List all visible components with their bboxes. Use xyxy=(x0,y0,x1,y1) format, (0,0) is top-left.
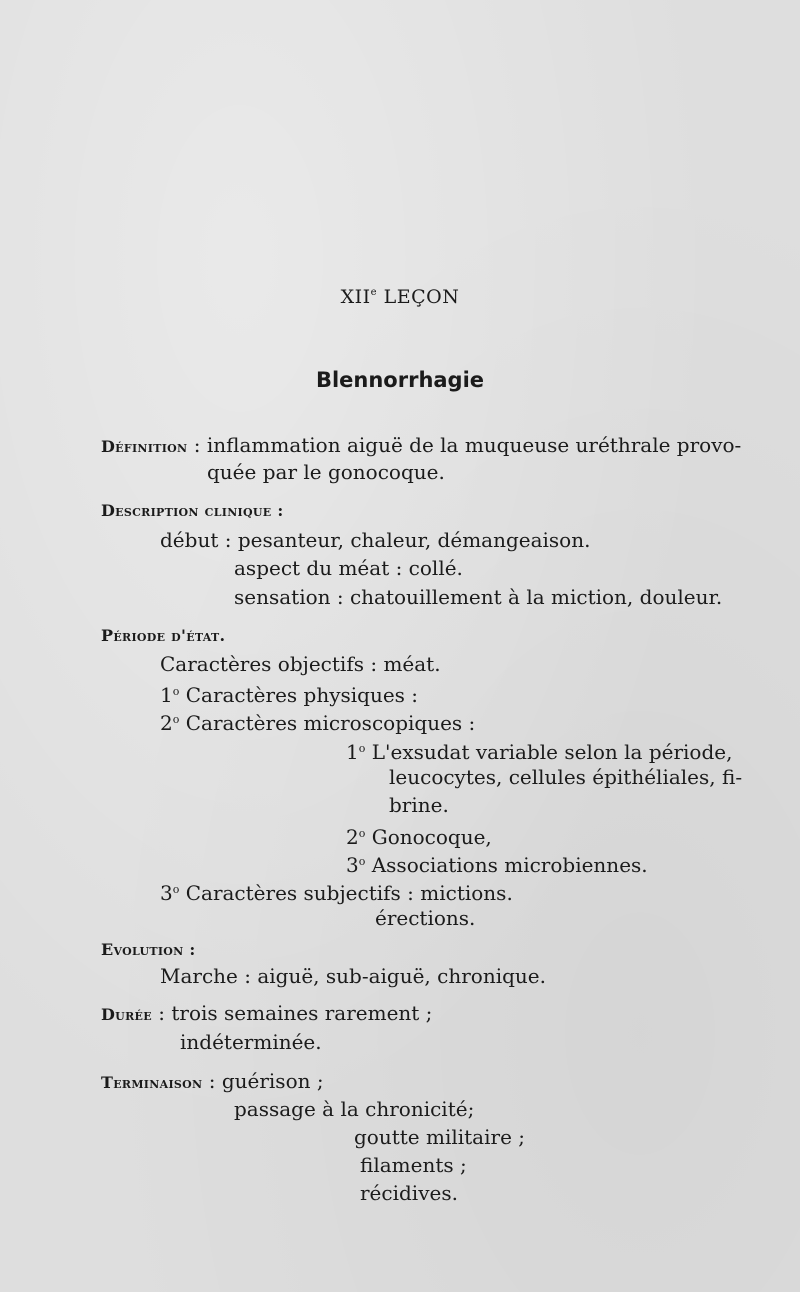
definition-line-1 xyxy=(101,433,741,459)
list-text: Associations microbiennes. xyxy=(371,853,648,877)
terminaison-line-1 xyxy=(101,1069,324,1095)
duree-label: Durée xyxy=(101,1005,152,1024)
periode-objectifs: Caractères objectifs : méat. xyxy=(160,652,441,676)
list-text: Gonocoque, xyxy=(371,825,492,849)
periode-micro xyxy=(160,708,475,735)
description-debut: début : pesanteur, chaleur, démangeaison. xyxy=(160,528,591,552)
description-label: Description clinique : xyxy=(101,501,284,520)
description-sensation: sensation : chatouillement à la miction, douleur. xyxy=(234,585,723,609)
list-number: 2 xyxy=(160,711,173,735)
terminaison-goutte: goutte militaire ; xyxy=(354,1125,525,1149)
degree-mark: o xyxy=(358,827,366,840)
list-number: 2 xyxy=(346,825,359,849)
page-title: Blennorrhagie xyxy=(315,368,485,392)
degree-mark: o xyxy=(358,855,366,868)
list-text: Caractères microscopiques : xyxy=(185,711,476,735)
definition-line-2: quée par le gonocoque. xyxy=(207,460,445,484)
periode-label-line xyxy=(101,622,225,648)
list-number: 3 xyxy=(346,853,359,877)
evolution-label-line xyxy=(101,936,196,962)
evolution-marche: Marche : aiguë, sub-aiguë, chronique. xyxy=(160,964,546,988)
duree-text-1: : trois semaines rarement ; xyxy=(151,1001,433,1025)
definition-text-1: : inflammation aiguë de la muqueuse uréthrale provo- xyxy=(187,433,742,457)
terminaison-text-1: : guérison ; xyxy=(202,1069,324,1093)
description-label-line xyxy=(101,497,284,523)
degree-mark: o xyxy=(172,685,180,698)
periode-physiques xyxy=(160,680,418,707)
description-aspect: aspect du méat : collé. xyxy=(234,556,463,580)
periode-associations xyxy=(346,850,648,877)
periode-subjectifs xyxy=(160,878,513,905)
duree-line-1 xyxy=(101,1001,432,1027)
evolution-label: Evolution : xyxy=(101,940,196,959)
chapter-heading xyxy=(0,281,800,309)
periode-label: Période d'état. xyxy=(101,626,226,645)
periode-gonocoque xyxy=(346,822,492,849)
terminaison-passage: passage à la chronicité; xyxy=(234,1097,475,1121)
list-number: 1 xyxy=(346,740,359,764)
definition-label: Définition xyxy=(101,437,188,456)
degree-mark: o xyxy=(172,713,180,726)
list-text: Caractères subjectifs : mictions. xyxy=(185,881,513,905)
periode-exsudat-3: brine. xyxy=(389,793,449,817)
list-number: 3 xyxy=(160,881,173,905)
degree-mark: o xyxy=(358,742,366,755)
chapter-number: XII xyxy=(340,286,371,308)
duree-line-2: indéterminée. xyxy=(180,1030,322,1054)
terminaison-filaments: filaments ; xyxy=(360,1153,467,1177)
degree-mark: o xyxy=(172,883,180,896)
list-text: L'exsudat variable selon la période, xyxy=(371,740,733,764)
chapter-word: LEÇON xyxy=(383,286,460,308)
periode-exsudat-1 xyxy=(346,737,732,764)
terminaison-recidives: récidives. xyxy=(360,1181,458,1205)
periode-erections: érections. xyxy=(375,906,476,930)
chapter-suffix: e xyxy=(370,287,378,298)
list-text: Caractères physiques : xyxy=(185,683,419,707)
terminaison-label: Terminaison xyxy=(101,1073,203,1092)
list-number: 1 xyxy=(160,683,173,707)
periode-exsudat-2: leucocytes, cellules épithéliales, fi- xyxy=(389,765,743,789)
